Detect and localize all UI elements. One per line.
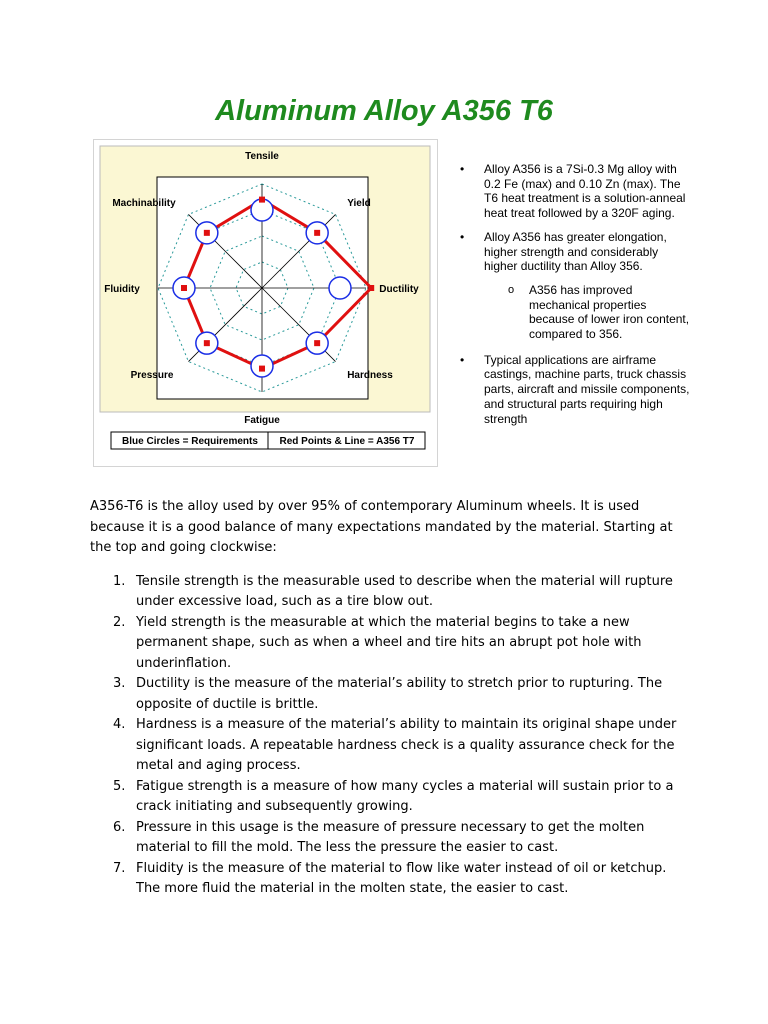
list-text: Hardness is a measure of the material’s ability to maintain its original shape under significant loads. A repeatable hardness check is a quality assurance check for the metal and aging process. [136,717,677,773]
a356-point [181,285,187,291]
list-item [90,859,690,900]
list-text: Fatigue strength is a measure of how many cycles a material will sustain prior to a crack initiating and subsequently growing. [136,778,674,814]
legend-a356: Red Points & Line = A356 T7 [279,436,415,447]
bullet-marker: • [460,162,465,176]
a356-point [204,340,210,346]
axis-label: Fluidity [104,284,140,295]
axis-label: Fatigue [244,415,280,426]
list-number: 7. [113,860,126,876]
a356-point [204,230,210,236]
bullet-item [458,162,690,221]
axis-label: Machinability [112,198,176,209]
bullet-text: Alloy A356 has greater elongation, higher strength and considerably higher ductility than Alloy 356. [484,229,667,274]
legend-requirements: Blue Circles = Requirements [122,436,258,447]
radar-chart [94,140,437,466]
list-text: Pressure in this usage is the measure of pressure necessary to get the molten material to fill the mold. The less the pressure the easier to cast. [136,819,645,855]
list-item [90,613,690,675]
a356-point [314,230,320,236]
list-item [90,674,690,715]
list-number: 3. [113,676,126,691]
bullet-marker: o [508,283,515,296]
bullet-item [458,230,690,274]
bullet-marker: • [460,229,465,244]
list-item [90,818,690,859]
bullet-text: A356 has improved mechanical properties because of lower iron content, compared to 356. [529,282,690,342]
axis-label: Ductility [379,284,419,295]
list-number: 4. [113,717,126,732]
radar-chart-figure [93,139,438,467]
list-text: Fluidity is the measure of the material to flow like water instead of oil or ketchup. The more fluid the material in the molten state, the easier to cast. [136,860,667,896]
list-text: Ductility is the measure of the material’s ability to stretch prior to rupturing. The opposite of ductile is brittle. [136,676,663,712]
a356-point [259,197,265,203]
list-number: 6. [113,819,126,835]
axis-label: Tensile [245,151,279,162]
list-item [90,777,690,818]
bullet-text: Typical applications are airframe castings, machine parts, truck chassis parts, aircraft and missile components, and structural parts requiring high strength [484,352,690,426]
axis-label: Hardness [347,370,393,381]
intro-paragraph: A356-T6 is the alloy used by over 95% of contemporary Aluminum wheels. It is used because it is a good balance of many expectations mandated by the material. Starting at the top and going clockwise: [90,499,673,555]
list-number: 2. [113,614,126,630]
definition-list [90,572,690,900]
body-text [90,497,690,900]
requirement-circle [329,277,351,299]
bullet-item [458,353,690,427]
list-text: Tensile strength is the measurable used to describe when the material will rupture under excessive load, such as a tire blow out. [136,573,673,609]
bullet-text: Alloy A356 is a 7Si-0.3 Mg alloy with 0.2 Fe (max) and 0.10 Zn (max). The T6 heat treatment is a solution-anneal heat treat followed by a 320F aging. [484,162,686,221]
a356-point [259,366,265,372]
list-item [90,715,690,777]
list-text: Yield strength is the measurable at which the material begins to take a new permanent shape, such as when a wheel and tire hits an abrupt pot hole with underinflation. [136,614,642,671]
a356-point [368,285,374,291]
axis-label: Pressure [130,370,174,381]
a356-point [314,340,320,346]
bullet-marker: • [460,352,465,367]
page-title: Aluminum Alloy A356 T6 [215,95,553,127]
list-number: 1. [113,573,126,589]
list-number: 5. [113,778,126,794]
axis-label: Yield [347,198,371,209]
list-item [90,572,690,613]
bullet-list [458,162,690,435]
sub-bullet-item [458,283,690,342]
